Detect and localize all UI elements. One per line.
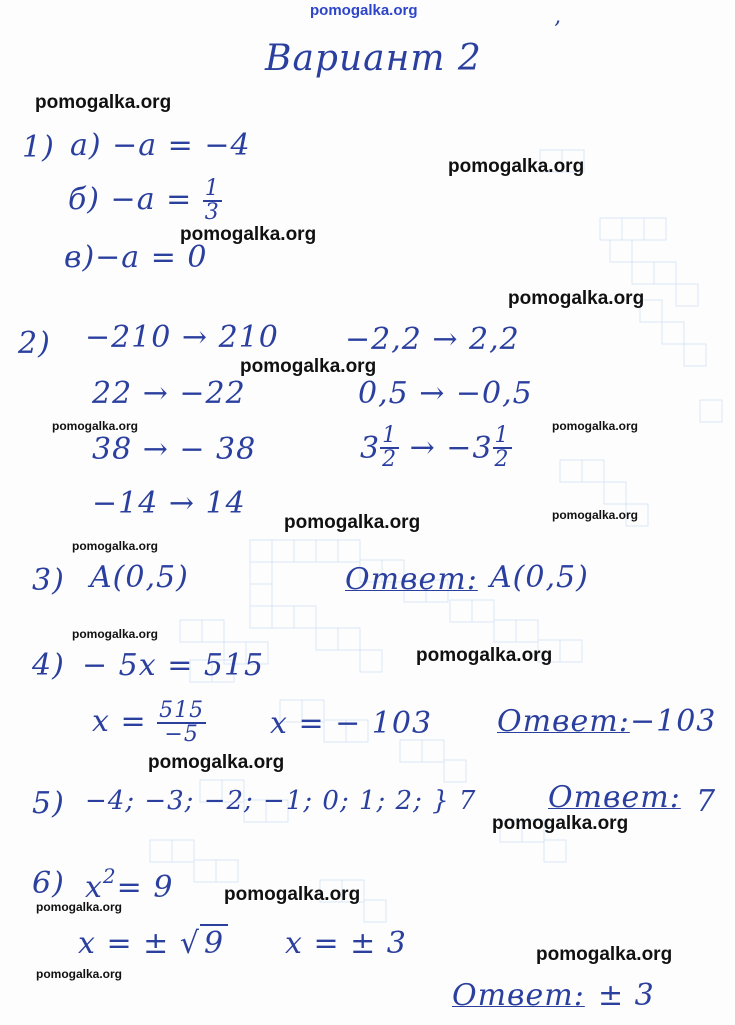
watermark: pomogalka.org xyxy=(36,900,123,914)
watermark: pomogalka.org xyxy=(448,156,585,177)
watermark: pomogalka.org xyxy=(180,224,317,245)
task4-division xyxy=(92,700,206,746)
task4-number: 4) xyxy=(32,648,65,683)
task3-expression: A(0,5) xyxy=(90,560,189,595)
grid-cell xyxy=(676,284,698,306)
task6-number: 6) xyxy=(32,866,65,901)
task2-row-4: −14 → 14 xyxy=(92,486,246,521)
grid-cell xyxy=(622,218,644,240)
task1-line-b xyxy=(68,178,222,224)
task3-answer-label: Ответ: xyxy=(345,562,478,597)
watermark: pomogalka.org xyxy=(72,539,159,553)
grid-cell xyxy=(338,628,360,650)
task2-mixed-1-whole: 3 xyxy=(360,430,381,466)
task5-answer: 7 xyxy=(696,784,717,819)
watermark: pomogalka.org xyxy=(72,627,159,641)
task3-number: 3) xyxy=(32,563,65,598)
task2-mixed-2-numerator: 1 xyxy=(494,423,510,448)
task2-row-2: 22 → −22 xyxy=(92,376,246,411)
task6-result: x = ± 3 xyxy=(285,926,407,961)
grid-cell xyxy=(250,562,272,584)
task1-line-c: в)−а = 0 xyxy=(64,240,208,275)
task1-fraction-denominator: 3 xyxy=(204,200,220,225)
grid-cell xyxy=(250,540,272,562)
watermark: pomogalka.org xyxy=(536,944,673,965)
task6-equation-base: x xyxy=(85,870,103,905)
task6-answer-label: Ответ: xyxy=(452,978,585,1013)
task2-mixed-1-fraction xyxy=(380,425,399,471)
watermark-top: pomogalka.org xyxy=(310,2,418,19)
grid-cell xyxy=(516,620,538,642)
watermark: pomogalka.org xyxy=(492,813,629,834)
grid-cell xyxy=(654,262,676,284)
grid-cell xyxy=(700,400,722,422)
task2-row-6: 0,5 → −0,5 xyxy=(358,376,533,411)
task6-equation-exponent: 2 xyxy=(102,864,117,888)
task2-row-1: −210 → 210 xyxy=(85,320,279,355)
watermark: pomogalka.org xyxy=(284,512,421,533)
grid-cell xyxy=(560,460,582,482)
task6-equation-rest: = 9 xyxy=(116,870,174,905)
task2-mixed-2-denominator: 2 xyxy=(494,447,510,472)
task6-answer: ± 3 xyxy=(598,978,655,1013)
task2-row-7-arrow: → − xyxy=(399,430,473,466)
watermark: pomogalka.org xyxy=(35,92,172,113)
task5-sequence: −4; −3; −2; −1; 0; 1; 2; } 7 xyxy=(85,786,477,816)
grid-cell xyxy=(194,860,216,882)
task4-division-prefix: x = xyxy=(92,704,158,739)
grid-cell xyxy=(560,640,582,662)
grid-cell xyxy=(338,540,360,562)
grid-cell xyxy=(250,606,272,628)
task6-sqrt-line xyxy=(78,926,228,961)
task2-mixed-1-numerator: 1 xyxy=(382,423,398,448)
grid-cell xyxy=(294,606,316,628)
task2-row-3: 38 → − 38 xyxy=(92,432,257,467)
grid-cell xyxy=(604,482,626,504)
grid-cell xyxy=(316,540,338,562)
grid-cell xyxy=(422,740,444,762)
watermark: pomogalka.org xyxy=(552,419,639,433)
grid-cell xyxy=(644,218,666,240)
task4-equation: − 5x = 515 xyxy=(82,648,265,683)
task3-answer: A(0,5) xyxy=(490,560,589,595)
grid-cell xyxy=(472,600,494,622)
task1-fraction xyxy=(203,178,222,224)
task2-number: 2) xyxy=(18,326,51,361)
task2-mixed-2-whole: 3 xyxy=(472,430,493,466)
task6-equation xyxy=(85,864,173,905)
task1-number: 1) xyxy=(22,130,55,165)
page-title: Вариант 2 xyxy=(265,38,482,79)
task2-mixed-1-denominator: 2 xyxy=(382,447,398,472)
task5-answer-label: Ответ: xyxy=(548,780,681,815)
grid-cell xyxy=(544,840,566,862)
root-sign: √ xyxy=(179,926,200,961)
task4-fraction xyxy=(157,700,206,746)
grid-cell xyxy=(444,760,466,782)
task2-row-7 xyxy=(360,425,512,471)
grid-cell xyxy=(364,900,386,922)
watermark: pomogalka.org xyxy=(508,288,645,309)
grid-cell xyxy=(216,860,238,882)
task2-row-5: −2,2 → 2,2 xyxy=(345,322,520,357)
watermark: pomogalka.org xyxy=(552,508,639,522)
task5-number: 5) xyxy=(32,786,65,821)
task6-sqrt-argument: 9 xyxy=(200,924,228,961)
watermark: pomogalka.org xyxy=(52,419,139,433)
watermark: pomogalka.org xyxy=(416,645,553,666)
watermark: pomogalka.org xyxy=(224,884,361,905)
grid-cell xyxy=(272,540,294,562)
task4-result: x = − 103 xyxy=(270,706,433,741)
grid-cell xyxy=(684,344,706,366)
task1-line-a: а) −а = −4 xyxy=(70,128,251,163)
grid-cell xyxy=(610,240,632,262)
grid-cell xyxy=(150,840,172,862)
task4-fraction-denominator: −5 xyxy=(164,722,199,747)
task4-answer-label: Ответ: xyxy=(497,704,630,739)
grid-cell xyxy=(294,540,316,562)
grid-cell xyxy=(494,620,516,642)
stray-mark: ʼ xyxy=(553,18,561,43)
grid-cell xyxy=(632,262,654,284)
grid-cell xyxy=(316,628,338,650)
watermark: pomogalka.org xyxy=(36,967,123,981)
grid-cell xyxy=(662,322,684,344)
grid-cell xyxy=(272,606,294,628)
task2-mixed-2 xyxy=(472,425,511,471)
watermark: pomogalka.org xyxy=(240,356,377,377)
grid-cell xyxy=(202,620,224,642)
task2-mixed-1 xyxy=(360,425,399,471)
task1-line-b-prefix: б) −а = xyxy=(68,182,203,217)
grid-cell xyxy=(180,620,202,642)
grid-cell xyxy=(600,218,622,240)
grid-cell xyxy=(172,840,194,862)
task2-mixed-2-fraction xyxy=(493,425,512,471)
grid-cell xyxy=(360,650,382,672)
watermark: pomogalka.org xyxy=(148,752,285,773)
task1-fraction-numerator: 1 xyxy=(204,176,220,201)
grid-cell xyxy=(250,584,272,606)
grid-cell xyxy=(400,740,422,762)
grid-cell xyxy=(582,460,604,482)
task4-fraction-numerator: 515 xyxy=(159,698,205,723)
task6-sqrt-prefix: x = ± xyxy=(78,926,180,961)
grid-cell xyxy=(450,600,472,622)
task4-answer: −103 xyxy=(630,704,717,739)
